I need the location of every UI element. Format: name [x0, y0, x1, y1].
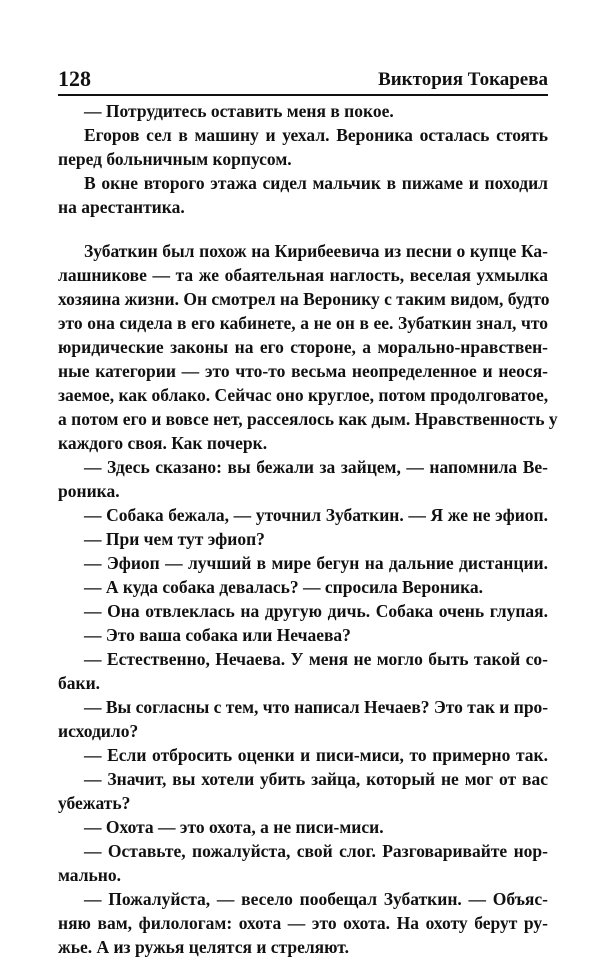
running-head-author: Виктория Токарева	[378, 69, 548, 90]
text-line: — Естественно, Нечаева. У меня не могло быть такой со-	[84, 649, 548, 669]
text-line: — А куда собака девалась? — спросила Вероника.	[84, 577, 484, 597]
text-line: а потом его и вовсе нет, рассеялось как дым. Нравственность у	[58, 409, 558, 429]
text-line: убежать?	[58, 793, 131, 813]
text-line: исходило?	[58, 721, 139, 741]
text-line: — Потрудитесь оставить меня в покое.	[84, 101, 394, 121]
text-line: — При чем тут эфиоп?	[84, 529, 265, 549]
text-line: — Здесь сказано: вы бежали за зайцем, — напомнила Ве-	[84, 457, 548, 477]
text-line: ные категории — это что-то весьма неопределенное и неося-	[58, 361, 548, 381]
text-line: — Значит, вы хотели убить зайца, который не мог от вас	[84, 769, 548, 789]
page-number: 128	[58, 66, 91, 91]
text-line: это она сидела в его кабинете, а не он в ее. Зубаткин знал, что	[58, 313, 548, 333]
text-line: В окне второго этажа сидел мальчик в пижаме и походил	[84, 173, 548, 193]
text-line: заемое, как облако. Сейчас оно круглое, потом продолговатое,	[58, 385, 549, 405]
text-line: Егоров сел в машину и уехал. Вероника осталась стоять	[84, 125, 548, 145]
text-line: — Она отвлеклась на другую дичь. Собака очень глупая.	[84, 601, 548, 621]
text-line: Зубаткин был похож на Кирибеевича из песни о купце Ка-	[84, 241, 548, 261]
page-header	[58, 64, 548, 94]
header-divider	[58, 94, 548, 96]
text-line: мально.	[58, 865, 121, 885]
text-line: на арестантика.	[58, 197, 185, 217]
text-line: — Оставьте, пожалуйста, свой слог. Разговаривайте нор-	[84, 841, 548, 861]
text-line: — Это ваша собака или Нечаева?	[84, 625, 351, 645]
text-line: перед больничным корпусом.	[58, 149, 292, 169]
text-line: жье. А из ружья целятся и стреляют.	[58, 937, 349, 957]
text-line: няю вам, филологам: охота — это охота. На охоту берут ру-	[58, 913, 548, 933]
text-line: хозяина жизни. Он смотрел на Веронику с таким видом, будто	[58, 289, 550, 309]
text-line: — Собака бежала, — уточнил Зубаткин. — Я же не эфиоп.	[84, 505, 548, 525]
text-line: — Эфиоп — лучший в мире бегун на дальние дистанции.	[84, 553, 548, 573]
text-line: — Охота — это охота, а не писи-миси.	[84, 817, 384, 837]
text-line: баки.	[58, 673, 101, 693]
text-line: — Пожалуйста, — весело пообещал Зубаткин. — Объяс-	[84, 889, 548, 909]
text-line: — Если отбросить оценки и писи-миси, то примерно так.	[84, 745, 548, 765]
text-line: каждого своя. Как почерк.	[58, 433, 268, 453]
text-line: — Вы согласны с тем, что написал Нечаев? Это так и про-	[84, 697, 549, 717]
text-line: роника.	[58, 481, 120, 501]
text-line: лашникове — та же обаятельная наглость, веселая ухмылка	[58, 265, 548, 285]
text-line: юридические законы на его стороне, а морально-нравствен-	[58, 337, 548, 357]
